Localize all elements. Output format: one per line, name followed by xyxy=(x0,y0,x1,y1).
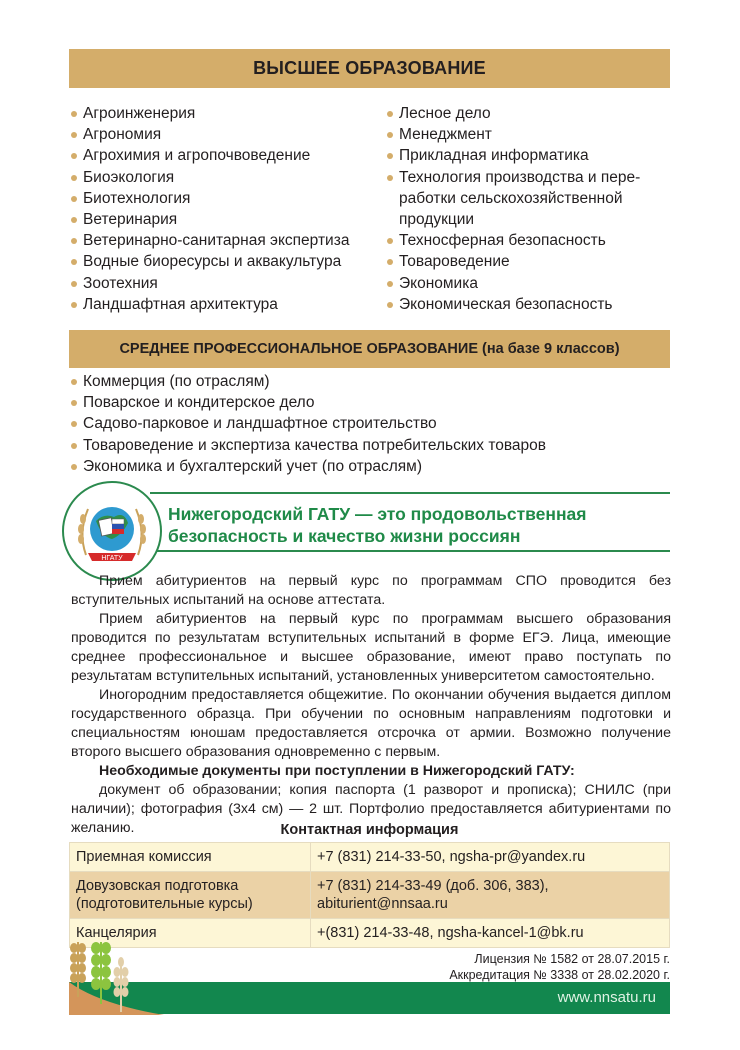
list-item: Агрономия xyxy=(71,124,381,145)
website-link[interactable]: www.nnsatu.ru xyxy=(557,989,656,1006)
list-item: Менеджмент xyxy=(387,124,670,145)
paragraph-dormitory: Иногородним предоставляется общежитие. По окончании обучения выдается диплом государственного образца. При обучении по основным направлениям подготовки и специальностям юношам предоставляется отсрочка от армии. Возможно получение второго высшего образования одновременно с первым. xyxy=(71,687,671,760)
table-row xyxy=(70,843,670,872)
contact-label: Довузовская подготовка (подготовительные курсы) xyxy=(70,872,311,919)
emblem-icon xyxy=(64,483,160,579)
slogan-line-1: Нижегородский ГАТУ — это продовольственная xyxy=(168,504,587,524)
slogan-text xyxy=(168,503,586,547)
contacts-title: Контактная информация xyxy=(280,822,459,838)
list-item: Коммерция (по отраслям) xyxy=(71,371,671,392)
university-logo xyxy=(62,481,162,581)
contacts-table xyxy=(69,842,670,948)
admission-info xyxy=(71,572,671,838)
list-item: Товароведение и экспертиза качества потребительских товаров xyxy=(71,435,671,456)
list-item: Агроинженерия xyxy=(71,103,381,124)
wheat-decoration-icon xyxy=(69,942,179,1015)
spo-title: СРЕДНЕЕ ПРОФЕССИОНАЛЬНОЕ ОБРАЗОВАНИЕ (на базе 9 классов) xyxy=(119,341,620,357)
list-item: Товароведение xyxy=(387,251,670,272)
table-row xyxy=(70,872,670,919)
license-number: Лицензия № 1582 от 28.07.2015 г. xyxy=(474,952,670,966)
higher-education-list-right xyxy=(387,103,670,315)
contact-label: Приемная комиссия xyxy=(70,843,311,872)
higher-education-title: ВЫСШЕЕ ОБРАЗОВАНИЕ xyxy=(253,58,486,78)
list-item: Садово-парковое и ландшафтное строительство xyxy=(71,413,671,434)
documents-heading: Необходимые документы при поступлении в Нижегородский ГАТУ: xyxy=(99,763,575,779)
list-item: Экономика и бухгалтерский учет (по отраслям) xyxy=(71,456,671,477)
list-item: Лесное дело xyxy=(387,103,670,124)
list-item: Зоотехния xyxy=(71,273,381,294)
list-item: Экономика xyxy=(387,273,670,294)
svg-text:НГАТУ: НГАТУ xyxy=(101,555,123,562)
contact-value[interactable]: +7 (831) 214-33-50, ngsha-pr@yandex.ru xyxy=(311,843,670,872)
list-item: Агрохимия и агропочвоведение xyxy=(71,145,381,166)
higher-education-list-left xyxy=(71,103,381,315)
contact-value[interactable]: +7 (831) 214-33-49 (доб. 306, 383), abiturient@nnsaa.ru xyxy=(311,872,670,919)
list-item: Технология производства и пере-работки сельскохозяйственной продукции xyxy=(387,167,670,231)
list-item: Прикладная информатика xyxy=(387,145,670,166)
accreditation-number: Аккредитация № 3338 от 28.02.2020 г. xyxy=(449,968,670,982)
list-item: Поварское и кондитерское дело xyxy=(71,392,671,413)
list-item: Ветеринария xyxy=(71,209,381,230)
spo-list xyxy=(71,371,671,477)
list-item: Экономическая безопасность xyxy=(387,294,670,315)
license-info xyxy=(449,951,670,983)
list-item: Биотехнология xyxy=(71,188,381,209)
list-item: Водные биоресурсы и аквакультура xyxy=(71,251,381,272)
contact-value[interactable]: +(831) 214-33-48, ngsha-kancel-1@bk.ru xyxy=(311,919,670,948)
list-item: Ландшафтная архитектура xyxy=(71,294,381,315)
paragraph-spo: Прием абитуриентов на первый курс по программам СПО проводится без вступительных испытаний на основе аттестата. xyxy=(71,573,671,608)
list-item: Биоэкология xyxy=(71,167,381,188)
spo-header xyxy=(69,330,670,368)
contact-label: Канцелярия xyxy=(70,919,311,948)
list-item: Ветеринарно-санитарная экспертиза xyxy=(71,230,381,251)
paragraph-higher: Прием абитуриентов на первый курс по программам высшего образования проводится по результатам вступительных испытаний в форме ЕГЭ. Лица, имеющие среднее профессиональное и высшее образование, имеют право поступать по результатам вступительных испытаний, установленных университетом самостоятельно. xyxy=(71,611,671,684)
higher-education-header xyxy=(69,49,670,88)
documents-text: документ об образовании; копия паспорта (1 разворот и прописка); СНИЛС (при наличии); фотография (3x4 см) — 2 шт. Портфолио предоставляется абитуриентами по желанию. xyxy=(71,782,671,836)
list-item: Техносферная безопасность xyxy=(387,230,670,251)
slogan-line-2: безопасность и качество жизни россиян xyxy=(168,526,521,546)
slogan-box xyxy=(150,492,670,552)
